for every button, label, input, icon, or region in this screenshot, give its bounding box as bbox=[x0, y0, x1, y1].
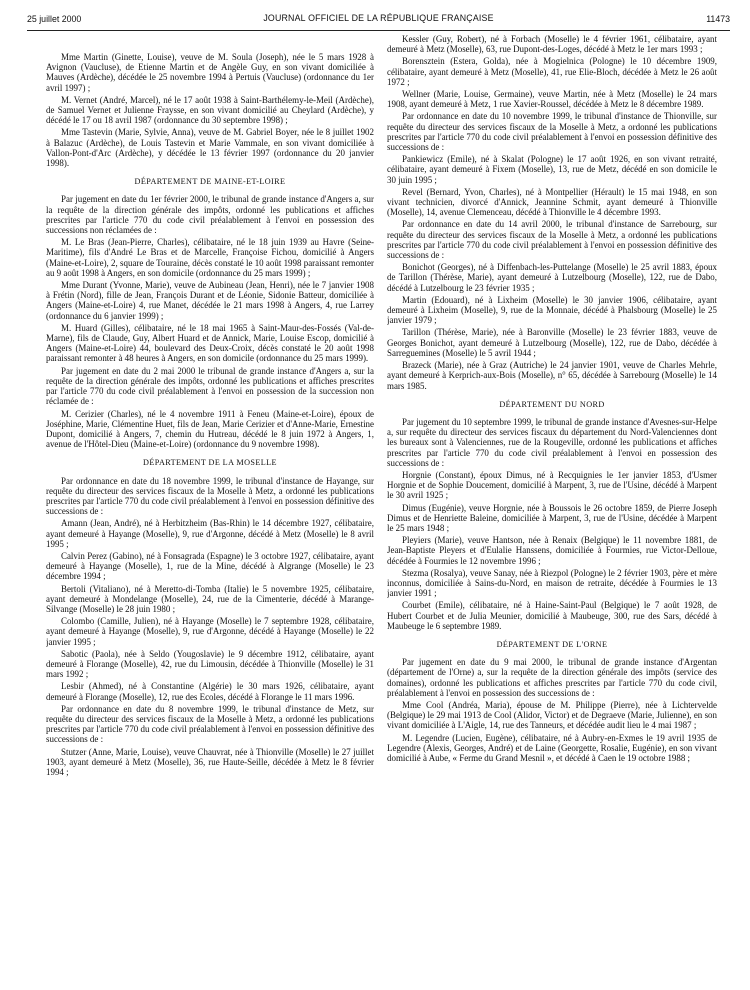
header-date: 25 juillet 2000 bbox=[27, 14, 82, 24]
right-column bbox=[387, 34, 717, 984]
section-heading: DÉPARTEMENT DE L'ORNE bbox=[496, 639, 608, 649]
header-rule bbox=[27, 30, 730, 31]
notice-paragraph: M. Vernet (André, Marcel), né le 17 août 1938 à Saint-Barthélemy-le-Meil (Ardèche), de Samuel Vernet et Julienne Fraysse, en son vivant domicilié au Cheylard (Ardèche), y décédé le 17 ou 18 avril 1987 (ordonnance du 30 septembre 1998) ; bbox=[46, 94, 374, 126]
notice-paragraph: Mme Durant (Yvonne, Marie), veuve de Aubineau (Jean, Henri), née le 7 janvier 1908 à Frétin (Nord), fille de Jean, François Durant et de Léonie, Sidonie Batteur, domiciliée à Angers (Maine-et-Loire) 4, rue Manet, décédée le 21 mars 1998 à Angers, 4, rue Larrey (ordonnance du 6 janvier 1999) ; bbox=[46, 280, 374, 321]
notice-paragraph: Mme Martin (Ginette, Louise), veuve de M. Soula (Joseph), née le 5 mars 1928 à Avignon (Vaucluse), de Etienne Martin et de Angèle Guy, en son vivant domiciliée à Mauves (Ardèche), décédée le 25 novembre 1994 à Pertuis (Vaucluse) (ordonnance du 1er avril 1997) ; bbox=[46, 52, 374, 93]
section-heading: DÉPARTEMENT DU NORD bbox=[499, 399, 605, 409]
notice-paragraph: Colombo (Camille, Julien), né à Hayange (Moselle) le 7 septembre 1928, célibataire, ayant demeuré à Hayange (Moselle), 9, rue d'Argonne, décédé à Hayange (Moselle) le 22 janvier 1995 ; bbox=[46, 616, 374, 647]
notice-paragraph: Wellner (Marie, Louise, Germaine), veuve Martin, née à Metz (Moselle) le 24 mars 1908, ayant demeuré à Metz, 1 rue Xavier-Roussel, décédée à Metz le 8 décembre 1989. bbox=[387, 89, 717, 110]
notice-paragraph: Tarillon (Thérèse, Marie), née à Baronville (Moselle) le 23 février 1883, veuve de Georges Bonichot, ayant demeuré à Lutzelbourg (Moselle), 122, rue de Dabo, décédée à Sarreguemines (Moselle) le 5 avril 1944 ; bbox=[387, 327, 717, 358]
notice-paragraph: Brazeck (Marie), née à Graz (Autriche) le 24 janvier 1901, veuve de Charles Mehrle, ayant demeuré à Kerprich-aux-Bois (Moselle), n° 65, décédée à Sarrebourg (Moselle) le 14 mars 1985. bbox=[387, 360, 717, 391]
notice-paragraph: Pleyiers (Marie), veuve Hantson, née à Renaix (Belgique) le 11 novembre 1881, de Jean-Baptiste Pleyers et d'Eulalie Hanssens, domiciliée à Fourmies, rue Victor-Delloue, décédée à Fourmies le 12 novembre 1996 ; bbox=[387, 535, 717, 566]
notice-paragraph: Par jugement en date du 1er février 2000, le tribunal de grande instance d'Angers a, sur la requête de la direction générale des impôts, ordonné les publications et affiches prescrites par l'article 770 du code civil préalablement à l'envoi en possession des successions non réclamées de : bbox=[46, 194, 374, 236]
notice-paragraph: Courbet (Emile), célibataire, né à Haine-Saint-Paul (Belgique) le 7 août 1928, de Hubert Courbet et de Julia Meunier, domicilié à Maubeuge, 300, rue des Sars, décédé à Maubeuge le 6 septembre 1989. bbox=[387, 600, 717, 631]
notice-paragraph: Pankiewicz (Emile), né à Skalat (Pologne) le 17 août 1926, en son vivant retraité, célibataire, ayant demeuré à Fixem (Moselle), 13, rue de Metz, décédé en son domicile le 30 juin 1995 ; bbox=[387, 154, 717, 185]
notice-paragraph: Bertoli (Vitaliano), né à Meretto-di-Tomba (Italie) le 5 novembre 1925, célibataire, ayant demeuré à Mondelange (Moselle), 24, rue de la Cimenterie, décédé à Marange-Silvange (Moselle) le 28 juin 1980 ; bbox=[46, 583, 374, 614]
section-heading: DÉPARTEMENT DE LA MOSELLE bbox=[143, 458, 277, 468]
left-column bbox=[46, 52, 374, 984]
notice-paragraph: Calvin Perez (Gabino), né à Fonsagrada (Espagne) le 3 octobre 1927, célibataire, ayant demeuré à Hayange (Moselle), 1, rue de la Mine, décédé à Algrange (Moselle) le 23 décembre 1994 ; bbox=[46, 550, 374, 582]
notice-paragraph: M. Huard (Gilles), célibataire, né le 18 mai 1965 à Saint-Maur-des-Fossés (Val-de-Marne), fils de Claude, Guy, Albert Huard et de Annick, Marie, Louise Escop, domicilié à Angers (Maine-et-Loire) 44, boulevard des Deux-Croix, décès constaté le 20 août 1998 paraissant remonter à 48 heures à Angers, en son domicile (ordonnance du 25 mars 1999). bbox=[46, 322, 374, 364]
notice-paragraph: Revel (Bernard, Yvon, Charles), né à Montpellier (Hérault) le 15 mai 1948, en son vivant technicien, divorcé d'Annick, Jeannine Schmit, ayant demeuré à Thionville (Moselle), 14, avenue Clemenceau, décédé à Thionville le 4 décembre 1993. bbox=[387, 186, 717, 218]
notice-paragraph: Par ordonnance en date du 10 novembre 1999, le tribunal d'instance de Thionville, sur requête du directeur des services fiscaux de la Moselle à Metz, a ordonné les publications prescrites par l'article 770 du code civil préalablement à l'envoi en possession définitive des successions de : bbox=[387, 111, 717, 153]
notice-paragraph: M. Cerizier (Charles), né le 4 novembre 1911 à Feneu (Maine-et-Loire), époux de Joséphine, Marie, Clémentine Huet, fils de Jean, Marie Cerizier et d'Anne-Marie, Ernestine Dupont, domicilié à Angers, 7, chemin du Hutreau, décédé le 8 juin 1972 à Angers, 1, avenue de l'Hôtel-Dieu (Maine-et-Loire) (ordonnance du 9 novembre 1998). bbox=[46, 408, 374, 450]
notice-paragraph: Par ordonnance en date du 14 avril 2000, le tribunal d'instance de Sarrebourg, sur requête du directeur des services fiscaux de la Moselle à Metz, a ordonné les publications prescrites par l'article 770 du code civil préalablement à l'envoi en possession définitive des successions de : bbox=[387, 219, 717, 261]
notice-paragraph: Par jugement en date du 9 mai 2000, le tribunal de grande instance d'Argentan (département de l'Orne) a, sur la requête de la direction générale des impôts (service des domaines), ordonné les publications et affiches prescrites par l'article 770 du code civil, préalablement à l'envoi en possession des successions de : bbox=[387, 657, 717, 698]
notice-paragraph: Horgnie (Constant), époux Dimus, né à Recquignies le 1er janvier 1853, d'Usmer Horgnie et de Sophie Doucement, domicilié à Marpent, 3, rue de l'Usine, décédé à Marpent le 30 avril 1925 ; bbox=[387, 469, 717, 501]
notice-paragraph: Par jugement en date du 2 mai 2000 le tribunal de grande instance d'Angers a, sur la requête de la direction générale des impôts, ordonné les publications et affiches prescrites par l'article 770 du code civil préalablement à l'envoi en possession de la succession non réclamée de : bbox=[46, 365, 374, 407]
notice-paragraph: Par ordonnance en date du 8 novembre 1999, le tribunal d'instance de Metz, sur requête du directeur des services fiscaux de la Moselle à Metz, a ordonné les publications prescrites par l'article 770 du code civil préalablement à l'envoi en possession définitive des successions de : bbox=[46, 703, 374, 745]
notice-paragraph: Amann (Jean, André), né à Herbitzheim (Bas-Rhin) le 14 décembre 1927, célibataire, ayant demeuré à Hayange (Moselle), 9, rue d'Argonne, décédé à Metz (Moselle) le 8 avril 1995 ; bbox=[46, 518, 374, 549]
notice-paragraph: Par jugement du 10 septembre 1999, le tribunal de grande instance d'Avesnes-sur-Helpe a, sur requête du directeur des services fiscaux du département du Nord-Valenciennes dont les bureaux sont à Valenciennes, rue de la Rougeville, ordonné les publications et affiches prescrites par l'article 770 du code civil préalablement à l'envoi en possession des successions de : bbox=[387, 416, 717, 468]
page-number: 11473 bbox=[706, 14, 730, 24]
notice-paragraph: M. Le Bras (Jean-Pierre, Charles), célibataire, né le 18 juin 1939 au Havre (Seine-Maritime), fils d'André Le Bras et de Marcelle, Françoise Fichou, domicilié à Angers (Maine-et-Loire), 2, square de Touraine, décès constaté le 10 août 1998 paraissant remonter au 9 août 1998 à Angers, en son domicile (ordonnance du 25 mars 1999) ; bbox=[46, 237, 374, 278]
notice-paragraph: Mme Tastevin (Marie, Sylvie, Anna), veuve de M. Gabriel Boyer, née le 8 juillet 1902 à Balazuc (Ardèche), de Louis Tastevin et Marie Vammale, en son vivant domiciliée à Vallon-Pont-d'Arc (Ardèche), y décédée le 13 février 1997 (ordonnance du 20 janvier 1998). bbox=[46, 127, 374, 169]
notice-paragraph: Stutzer (Anne, Marie, Louise), veuve Chauvrat, née à Thionville (Moselle) le 27 juillet 1903, ayant demeuré à Metz (Moselle), 36, rue Haute-Seille, décédée à Metz le 8 février 1994 ; bbox=[46, 746, 374, 777]
notice-paragraph: Lesbir (Ahmed), né à Constantine (Algérie) le 30 mars 1926, célibataire, ayant demeuré à Florange (Moselle), 12, rue des Ecoles, décédé à Florange le 11 mars 1996. bbox=[46, 681, 374, 702]
notice-paragraph: Borensztein (Estera, Golda), née à Mogielnica (Pologne) le 10 décembre 1909, célibataire, ayant demeuré à Metz (Moselle), 41, rue Elie-Bloch, décédée à Metz le 26 août 1972 ; bbox=[387, 56, 717, 87]
notice-paragraph: Par ordonnance en date du 18 novembre 1999, le tribunal d'instance de Hayange, sur requête du directeur des services fiscaux de la Moselle à Metz, a ordonné les publications prescrites par l'article 770 du code civil préalablement à l'envoi en possession définitive des successions de : bbox=[46, 475, 374, 517]
notice-paragraph: Dimus (Eugénie), veuve Horgnie, née à Boussois le 26 octobre 1859, de Pierre Joseph Dimus et de Henriette Baleine, domiciliée à Marpent, 3, rue de l'Usine, décédée à Marpent le 25 mars 1948 ; bbox=[387, 502, 717, 533]
notice-paragraph: Mme Cool (Andréa, Maria), épouse de M. Philippe (Pierre), née à Lichtervelde (Belgique) le 29 mai 1913 de Cool (Alidor, Victor) et de Degraeve (Marie, Julienne), en son vivant domiciliée à L'Aigle, 14, rue des Tanneurs, et décédée audit lieu le 4 mai 1987 ; bbox=[387, 699, 717, 731]
notice-paragraph: M. Legendre (Lucien, Eugène), célibataire, né à Aubry-en-Exmes le 19 avril 1935 de Legendre (Alexis, Georges, André) et de Laine (Georgette, Rosalie, Eugénie), en son vivant domicilié à Aube, « Ferme du Grand Mesnil », et décédé à Caen le 19 octobre 1988 ; bbox=[387, 732, 717, 763]
notice-paragraph: Sabotic (Paola), née à Seldo (Yougoslavie) le 9 décembre 1912, célibataire, ayant demeuré à Florange (Moselle), 42, rue du Limousin, décédée à Thionville (Moselle) le 31 mars 1992 ; bbox=[46, 648, 374, 680]
notice-paragraph: Martin (Edouard), né à Lixheim (Moselle) le 30 janvier 1906, célibataire, ayant demeuré à Lixheim (Moselle), 9, rue de la Monnaie, décédé à Phalsbourg (Moselle) le 25 janvier 1979 ; bbox=[387, 294, 717, 326]
notice-paragraph: Bonichot (Georges), né à Diffenbach-les-Puttelange (Moselle) le 25 avril 1883, époux de Tarillon (Thérèse, Marie), ayant demeuré à Lutzelbourg (Moselle), 122, rue de Dabo, décédé à Lutzelbourg le 23 février 1935 ; bbox=[387, 262, 717, 293]
section-heading: DÉPARTEMENT DE MAINE-ET-LOIRE bbox=[134, 177, 286, 187]
page-header bbox=[27, 12, 730, 26]
notice-paragraph: Stezma (Rosalya), veuve Sanay, née à Riezpol (Pologne) le 2 février 1903, père et mère inconnus, domiciliée à Sains-du-Nord, en maison de retraite, décédée à Fourmies le 13 janvier 1991 ; bbox=[387, 567, 717, 599]
journal-title: JOURNAL OFFICIEL DE LA RÉPUBLIQUE FRANÇAISE bbox=[263, 13, 494, 23]
notice-paragraph: Kessler (Guy, Robert), né à Forbach (Moselle) le 4 février 1961, célibataire, ayant demeuré à Metz (Moselle), 63, rue Dupont-des-Loges, décédé à Metz le 1er mars 1993 ; bbox=[387, 34, 717, 55]
